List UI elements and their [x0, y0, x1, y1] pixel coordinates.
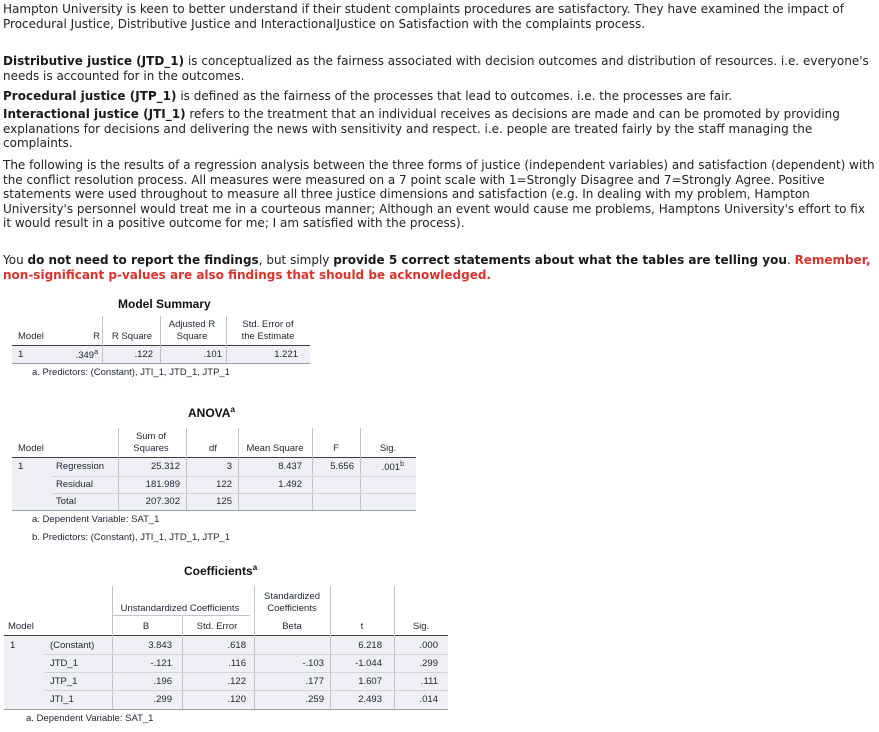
definition-procedural: [3, 89, 875, 104]
anova-ms: 1.492: [278, 479, 302, 490]
coef-se: .120: [227, 694, 246, 705]
anova-header-ss-1: Sum of: [135, 431, 167, 442]
intro-paragraph: Hampton University is keen to better understand if their student complaints procedures are satisfactory. They have examined the impact of Procedural Justice, Distributive Justice and InteractionalJustice on Satisfaction with the complaints process.: [3, 2, 844, 31]
ms-header-adj-1: Adjusted R: [168, 319, 216, 330]
coef-t: -1.044: [355, 658, 382, 669]
definition-text: is conceptualized as the fairness associated with decision outcomes and distribution of resources. i.e. everyone's needs is accounted for in the outcomes.: [3, 54, 869, 83]
instruction-bold: do not need to report the findings: [27, 253, 259, 267]
definition-text: is defined as the fairness of the processes that lead to outcomes. i.e. the processes are fair.: [176, 89, 733, 103]
ms-col-divider: [102, 316, 103, 363]
coef-row-label: JTI_1: [50, 694, 74, 705]
coef-beta: -.103: [302, 658, 324, 669]
anova-df: 125: [216, 496, 232, 507]
anova-ss: 207.302: [145, 496, 180, 507]
anova-bottom-rule: [12, 510, 416, 511]
definition-term: Interactional justice (JTI_1): [3, 107, 186, 121]
anova-ms: 8.437: [278, 461, 302, 472]
coef-row-label: JTP_1: [50, 676, 78, 687]
coef-header-beta: Beta: [282, 621, 302, 632]
coef-sig: .000: [419, 640, 438, 651]
coef-sig: .014: [419, 694, 438, 705]
coef-t: 6.218: [358, 640, 382, 651]
ms-bottom-rule: [12, 363, 310, 364]
coef-model-num: 1: [10, 640, 16, 651]
anova-header-model: Model: [18, 443, 44, 454]
coef-header-sig: Sig.: [412, 621, 430, 632]
coef-row-rule: [44, 690, 448, 691]
anova-header-df: df: [209, 443, 217, 454]
coefficients-title: Coefficients$^a$: [184, 563, 258, 578]
anova-header-sig: Sig.: [379, 443, 397, 454]
ms-footnote: a. Predictors: (Constant), JTI_1, JTD_1, JTP_1: [32, 367, 230, 378]
anova-row-label: Total: [56, 496, 77, 507]
instruction-warning: Remember, non-significant p-values are also findings that should be acknowledged.: [3, 253, 871, 282]
anova-df: 3: [226, 461, 232, 472]
coef-header-se: Std. Error: [196, 621, 238, 632]
anova-df: 122: [216, 479, 232, 490]
anova-header-ss-2: Squares: [133, 443, 169, 454]
ms-se-value: 1.221: [274, 349, 298, 360]
definition-interactional: [3, 107, 875, 151]
definition-term: Distributive justice (JTD_1): [3, 54, 185, 68]
coef-header-t: t: [360, 621, 364, 632]
anova-header-f: F: [333, 443, 339, 454]
coef-se: .116: [228, 658, 246, 669]
coef-row-rule: [44, 672, 448, 673]
ms-header-se-2: the Estimate: [241, 331, 295, 342]
analysis-description: The following is the results of a regression analysis between the three forms of justice (independent variables) and satisfaction (dependent) with the conflict resolution process. All measures were measured on a 7 point scale with 1=Strongly Disagree and 7=Strongly Agree. Positive statements were used throughout to measure all three justice dimensions and satisfaction (e.g. In dealing with my problem, Hampton University's personnel would treat me in a courteous manner; Although an event would cause me problems, Hamptons University's effort to fix it would result in a positive outcome for me; I am satisfied with the process).: [3, 158, 875, 231]
coef-t: 2.493: [358, 694, 382, 705]
anova-row-label: Residual: [56, 479, 93, 490]
ms-r-square-value: .122: [134, 349, 153, 360]
ms-col-divider: [226, 316, 227, 363]
coef-beta: .177: [305, 676, 324, 687]
anova-col-divider: [118, 428, 119, 510]
coef-t: 1.607: [358, 676, 382, 687]
anova-title: ANOVA$^a$: [188, 405, 235, 420]
instruction-text: .: [786, 253, 795, 267]
coef-beta: .259: [305, 694, 324, 705]
anova-footnote-a: a. Dependent Variable: SAT_1: [32, 514, 160, 525]
coef-sig: .299: [419, 658, 438, 669]
coef-se: .122: [227, 676, 246, 687]
coef-col-divider: [182, 616, 183, 709]
ms-header-r-square: R Square: [111, 331, 153, 342]
anova-ss: 181.989: [145, 479, 180, 490]
anova-header-ms: Mean Square: [246, 443, 304, 454]
ms-header-adj-2: Square: [176, 331, 208, 342]
instruction-bold: provide 5 correct statements about what the tables are telling you: [333, 253, 787, 267]
anova-col-divider: [238, 428, 239, 510]
coef-b: .196: [153, 676, 172, 687]
ms-r-value: .349$^a$: [75, 349, 98, 362]
instruction-text: You: [3, 253, 28, 267]
coef-header-std-2: Coefficients: [267, 603, 317, 614]
coef-row-rule: [44, 654, 448, 655]
model-summary-title: Model Summary: [118, 297, 211, 311]
ms-header-model: Model: [18, 331, 44, 342]
coef-header-unstd: Unstandardized Coefficients: [120, 603, 240, 614]
anova-model-num: 1: [18, 461, 24, 472]
anova-ss: 25.312: [150, 461, 180, 472]
coef-se: .618: [227, 640, 246, 651]
coef-b: 3.843: [148, 640, 172, 651]
ms-header-se-1: Std. Error of: [242, 319, 294, 330]
coef-header-model: Model: [8, 621, 34, 632]
coef-unstd-rule: [112, 615, 250, 616]
coef-header-std-1: Standardized: [264, 591, 320, 602]
anova-row-label: Regression: [56, 461, 105, 472]
coef-sig: .111: [420, 676, 438, 687]
anova-row-rule: [52, 493, 416, 494]
coef-row-label: (Constant): [50, 640, 95, 651]
coef-row-label: JTD_1: [50, 658, 78, 669]
task-instruction: [3, 253, 875, 282]
ms-model-num: 1: [18, 349, 24, 360]
anova-row-rule: [52, 476, 416, 477]
anova-col-divider: [186, 428, 187, 510]
definition-text: refers to the treatment that an individual receives as decisions are made and can be promoted by providing explanations for decisions and delivering the news with sensitivity and respect. i.e. people are treated fairly by the staff managing the complaints.: [3, 107, 840, 151]
anova-col-divider: [360, 428, 361, 510]
coef-b: .299: [153, 694, 172, 705]
anova-sig: .001$^b$: [381, 461, 404, 474]
ms-header-r: R: [93, 331, 100, 342]
definition-distributive: [3, 54, 875, 83]
ms-adj-value: .101: [203, 349, 222, 360]
coef-bottom-rule: [4, 709, 448, 710]
coef-header-b: B: [142, 621, 150, 632]
definition-term: Procedural justice (JTP_1): [3, 89, 177, 103]
anova-col-divider: [312, 428, 313, 510]
anova-f: 5.656: [330, 461, 354, 472]
coef-footnote: a. Dependent Variable: SAT_1: [26, 713, 154, 724]
coef-b: -.121: [150, 658, 172, 669]
instruction-text: , but simply: [258, 253, 334, 267]
anova-footnote-b: b. Predictors: (Constant), JTI_1, JTD_1, JTP_1: [32, 532, 230, 543]
